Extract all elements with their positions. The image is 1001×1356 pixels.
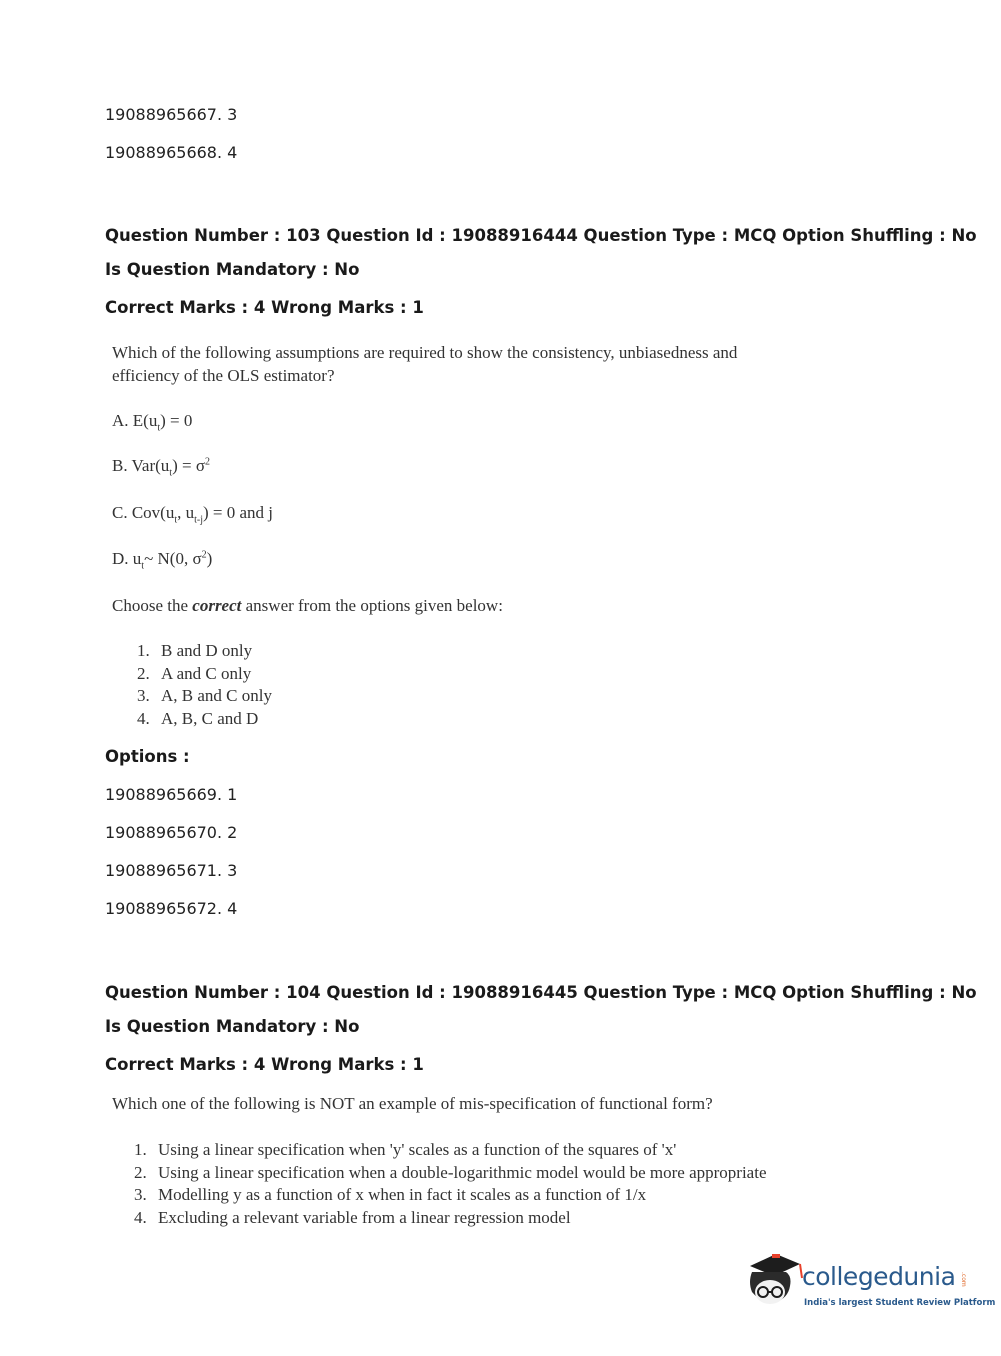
mandatory-line: Is Question Mandatory : No: [105, 260, 360, 279]
statement-c: C. $Cov(u_t$, $u_{t-j}) = 0$ and j: [112, 503, 274, 526]
option-line: 19088965669. 1: [105, 785, 238, 804]
question-header: Question Number : 104 Question Id : 19088916445 Question Type : MCQ Option Shuffling : No: [105, 983, 977, 1002]
question-text: efficiency of the OLS estimator?: [112, 366, 335, 385]
choice-item: 1. B and D only: [137, 641, 253, 660]
question-text: Which one of the following is NOT an example of mis-specification of functional form?: [112, 1094, 713, 1113]
statement-d: D. $u_t\sim$ N(0, $\sigma^2$): [112, 549, 213, 572]
choice-item: 1. Using a linear specification when 'y' scales as a function of the squares of 'x': [134, 1140, 677, 1159]
option-line: 19088965667. 3: [105, 105, 238, 124]
option-line: 19088965671. 3: [105, 861, 238, 880]
option-line: 19088965672. 4: [105, 899, 238, 918]
statement-b: B. $Var(u_t) = \sigma^2$: [112, 456, 210, 479]
choice-item: 2. A and C only: [137, 663, 252, 683]
choice-item: 3. Modelling y as a function of x when in fact it scales as a function of 1/x: [134, 1185, 647, 1205]
collegedunia-logo: [742, 1248, 996, 1318]
statement-a: A. $E(u_t) = 0$: [112, 411, 193, 434]
marks-line: Correct Marks : 4 Wrong Marks : 1: [105, 1055, 424, 1074]
choice-item: 2. Using a linear specification when a double-logarithmic model would be more appropriate: [134, 1162, 767, 1182]
options-label: Options :: [105, 747, 190, 766]
choice-item: 3. A, B and C only: [137, 686, 272, 706]
marks-line: Correct Marks : 4 Wrong Marks : 1: [105, 298, 424, 317]
option-line: 19088965670. 2: [105, 823, 238, 842]
question-header: Question Number : 103 Question Id : 19088916444 Question Type : MCQ Option Shuffling : No: [105, 226, 977, 245]
choice-list: [134, 1139, 767, 1230]
choice-list: [137, 640, 272, 731]
logo-wordmark: collegedunia: [802, 1262, 956, 1291]
logo-domain: .com: [960, 1272, 967, 1287]
logo-tagline: India's largest Student Review Platform: [804, 1298, 996, 1308]
choice-item: 4. A, B, C and D: [137, 709, 259, 729]
mandatory-line: Is Question Mandatory : No: [105, 1017, 360, 1036]
option-line: 19088965668. 4: [105, 143, 238, 162]
mascot-icon: [742, 1248, 804, 1318]
choice-item: 4. Excluding a relevant variable from a linear regression model: [134, 1208, 571, 1228]
question-text: Which of the following assumptions are required to show the consistency, unbiasedness and: [112, 343, 738, 362]
choose-instruction: Choose the correct answer from the options given below:: [112, 596, 503, 615]
